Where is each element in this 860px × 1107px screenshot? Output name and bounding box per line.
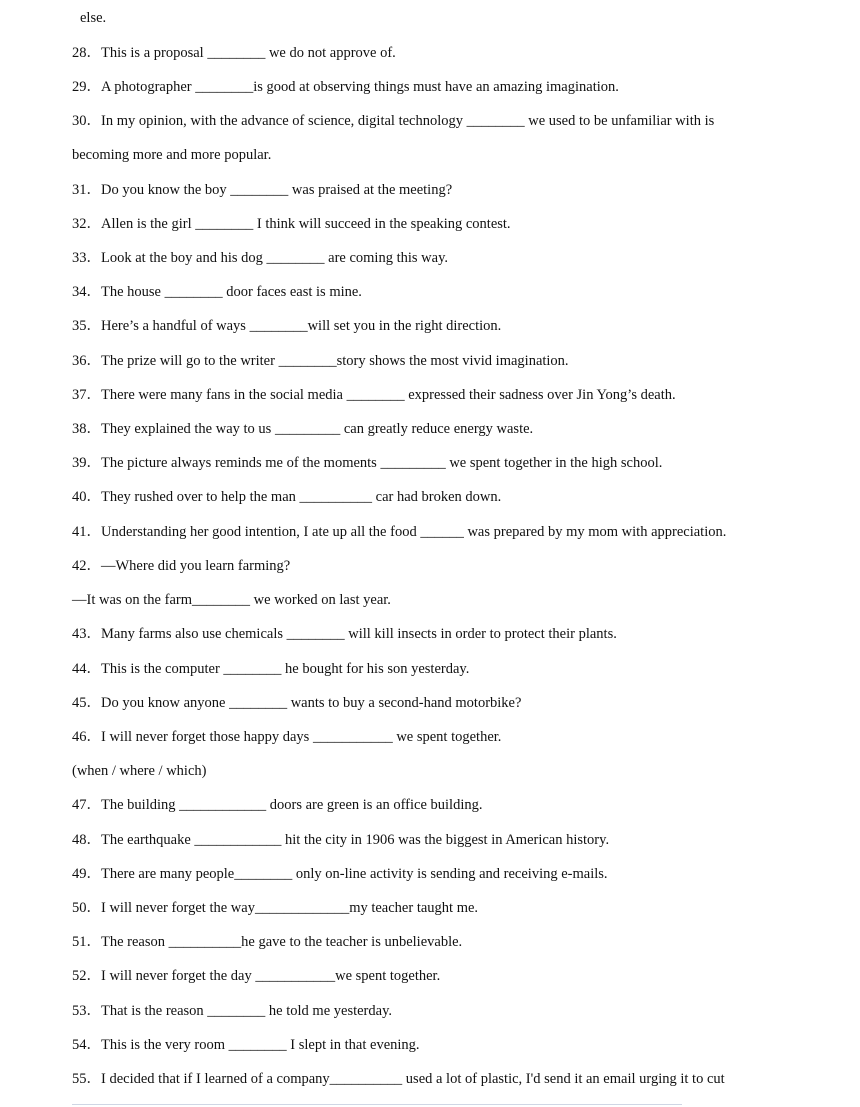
page-divider (72, 1104, 682, 1105)
question-55: 55．I decided that if I learned of a company__________ used a lot of plastic, I'd send it an email urging it to cut (72, 1071, 725, 1087)
question-48: 48．The earthquake ____________ hit the city in 1906 was the biggest in American history. (72, 832, 610, 848)
question-49: 49．There are many people________ only on-line activity is sending and receiving e-mails. (72, 866, 608, 882)
question-30: 30．In my opinion, with the advance of science, digital technology ________ we used to be unfamiliar with is (72, 113, 715, 129)
question-37: 37．There were many fans in the social media ________ expressed their sadness over Jin Yong’s death. (72, 387, 676, 403)
question-34: 34．The house ________ door faces east is mine. (72, 284, 362, 300)
question-28: 28．This is a proposal ________ we do not approve of. (72, 45, 396, 61)
question-39: 39．The picture always reminds me of the moments _________ we spent together in the high school. (72, 455, 663, 471)
question-40: 40．They rushed over to help the man __________ car had broken down. (72, 489, 502, 505)
question-52: 52．I will never forget the day ___________we spent together. (72, 968, 441, 984)
question-51: 51．The reason __________he gave to the teacher is unbelievable. (72, 934, 463, 950)
question-45: 45．Do you know anyone ________ wants to buy a second-hand motorbike? (72, 695, 522, 711)
question-30-continued: becoming more and more popular. (72, 147, 272, 163)
question-47: 47．The building ____________ doors are green is an office building. (72, 797, 483, 813)
question-42-answer: —It was on the farm________ we worked on last year. (72, 592, 391, 608)
question-54: 54．This is the very room ________ I slept in that evening. (72, 1037, 420, 1053)
question-41: 41．Understanding her good intention, I ate up all the food ______ was prepared by my mom with appreciation. (72, 524, 727, 540)
question-38: 38．They explained the way to us _________ can greatly reduce energy waste. (72, 421, 534, 437)
question-50: 50．I will never forget the way_____________my teacher taught me. (72, 900, 479, 916)
question-32: 32．Allen is the girl ________ I think will succeed in the speaking contest. (72, 216, 511, 232)
question-36: 36．The prize will go to the writer ________story shows the most vivid imagination. (72, 353, 569, 369)
text-line: else. (80, 10, 107, 26)
question-29: 29．A photographer ________is good at observing things must have an amazing imagination. (72, 79, 619, 95)
options-note: (when / where / which) (72, 763, 207, 779)
question-53: 53．That is the reason ________ he told me yesterday. (72, 1003, 392, 1019)
question-43: 43．Many farms also use chemicals ________ will kill insects in order to protect their plants. (72, 626, 617, 642)
question-46: 46．I will never forget those happy days ___________ we spent together. (72, 729, 502, 745)
question-35: 35．Here’s a handful of ways ________will set you in the right direction. (72, 318, 502, 334)
question-44: 44．This is the computer ________ he bought for his son yesterday. (72, 661, 470, 677)
question-33: 33．Look at the boy and his dog ________ are coming this way. (72, 250, 449, 266)
question-42: 42．—Where did you learn farming? (72, 558, 291, 574)
question-31: 31．Do you know the boy ________ was praised at the meeting? (72, 182, 453, 198)
